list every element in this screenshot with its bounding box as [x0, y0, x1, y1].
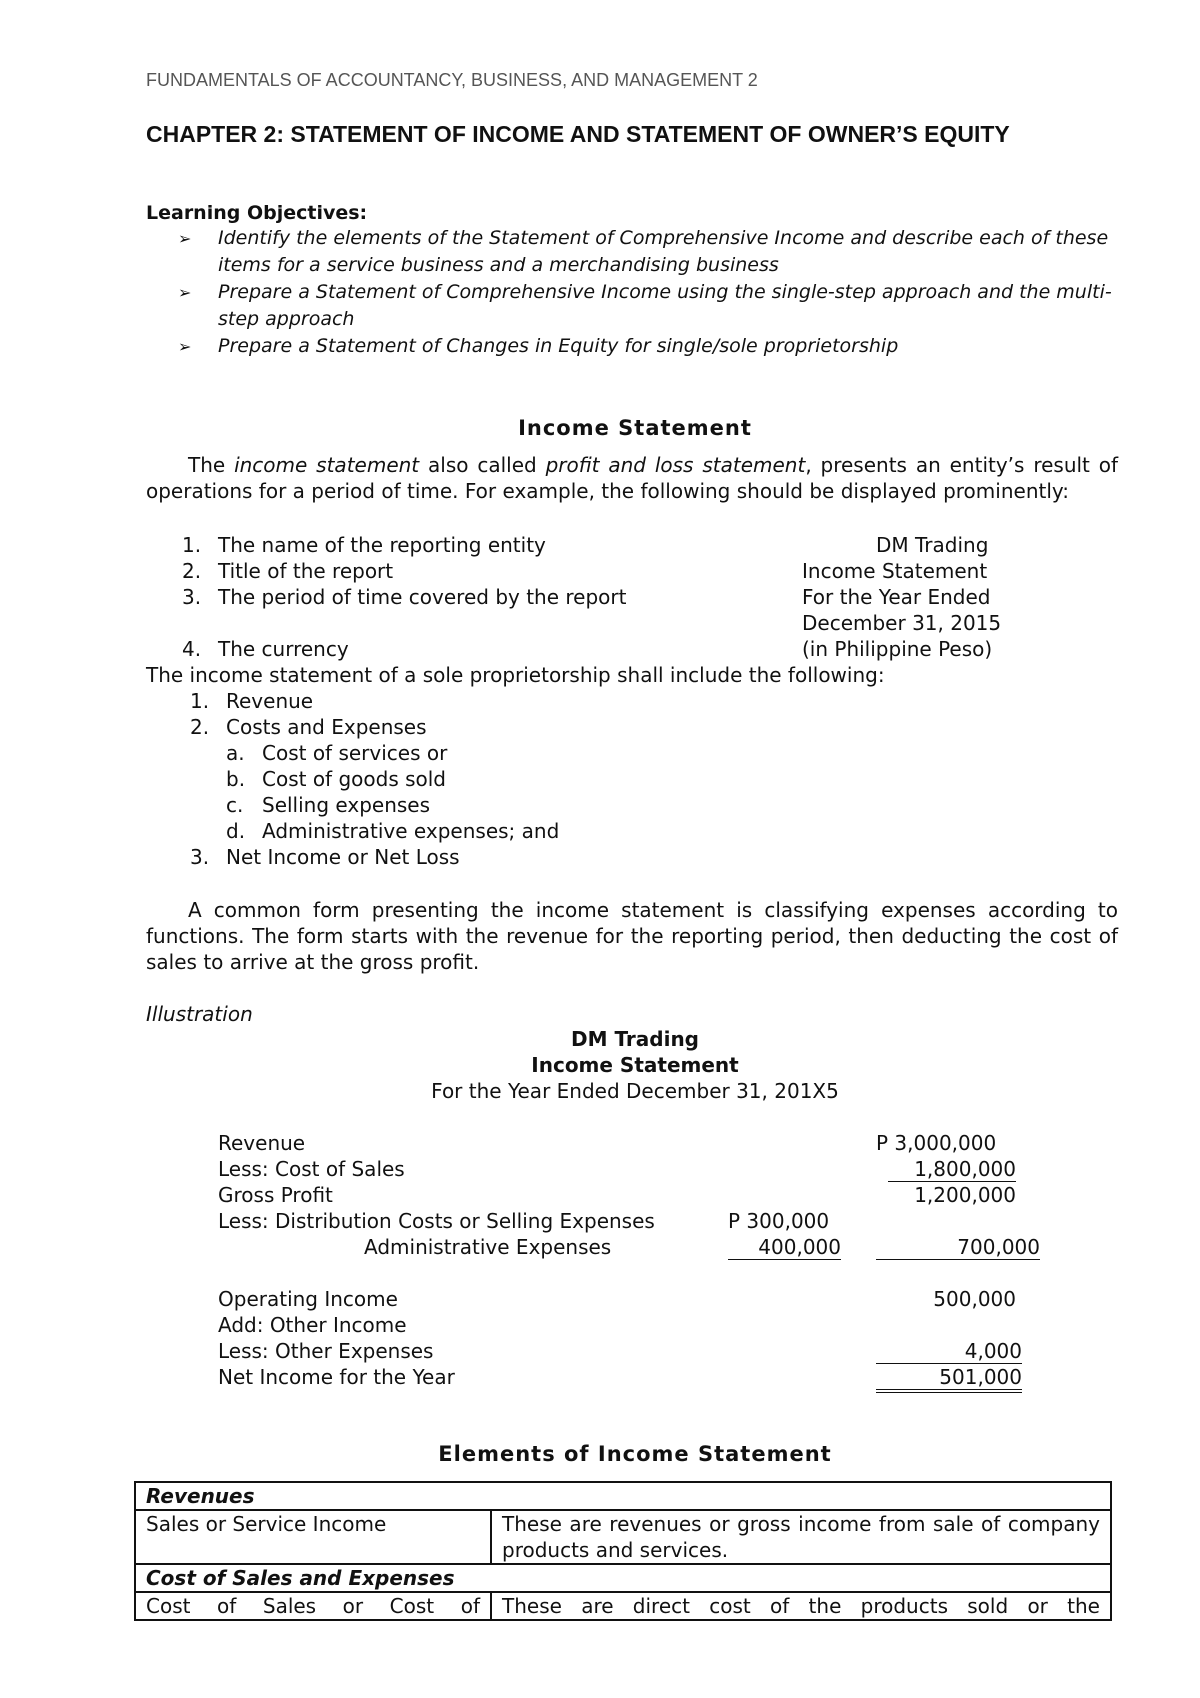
list-number: 3. [190, 845, 210, 869]
income-statement-intro: The income statement also called profit and loss statement, presents an entity’s result of operations for a period of time. For example, the following should be displayed prominently: [146, 453, 1119, 503]
list-item-example: (in Philippine Peso) [802, 637, 993, 661]
illustration-company: DM Trading [571, 1027, 699, 1051]
arrow-bullet-icon: ➢ [178, 283, 192, 302]
list-number: 1. [190, 689, 210, 713]
table-row [135, 1510, 1111, 1564]
row-total-operating-income: 500,000 [933, 1287, 1016, 1311]
row-total-net-income: 501,000 [876, 1365, 1022, 1393]
objective-text: Prepare a Statement of Comprehensive Income using the single-step approach and the multi-step approach [218, 281, 1112, 330]
row-sub-distribution: P 300,000 [728, 1209, 830, 1233]
list-number: 4. [182, 637, 202, 661]
learning-objectives-title: Learning Objectives: [146, 202, 368, 224]
list-item-label: Cost of goods sold [262, 767, 447, 791]
chapter-title: CHAPTER 2: STATEMENT OF INCOME AND STATEMENT OF OWNER’S EQUITY [146, 121, 1010, 147]
list-letter: b. [226, 767, 246, 791]
list-item-label: Cost of services or [262, 741, 448, 765]
row-label-net-income: Net Income for the Year [218, 1365, 455, 1389]
objective-text: Identify the elements of the Statement of Comprehensive Income and describe each of these items for a service business and a merchandising business [218, 227, 1109, 276]
row-total-revenue: P 3,000,000 [876, 1131, 997, 1155]
elements-table [134, 1481, 1112, 1621]
list-item-label: The period of time covered by the report [218, 585, 627, 609]
illustration-period: For the Year Ended December 31, 201X5 [431, 1079, 839, 1103]
list-letter: c. [226, 793, 244, 817]
list-item-label: Revenue [226, 689, 314, 713]
row-total-cost-of-sales: 1,800,000 [888, 1157, 1016, 1182]
row-label-distribution: Less: Distribution Costs or Selling Expenses [218, 1209, 655, 1233]
element-term: Cost of Sales or Cost of [135, 1592, 491, 1620]
list-item-example: Income Statement [802, 559, 988, 583]
row-label-other-income: Add: Other Income [218, 1313, 407, 1337]
arrow-bullet-icon: ➢ [178, 229, 192, 248]
list-item-label: Administrative expenses; and [262, 819, 560, 843]
row-label-operating-income: Operating Income [218, 1287, 398, 1311]
common-form-paragraph: A common form presenting the income statement is classifying expenses according to functions. The form starts with the revenue for the reporting period, then deducting the cost of sales to arrive at the gross profit. [146, 898, 1118, 974]
row-total-gross-profit: 1,200,000 [914, 1183, 1016, 1207]
list-number: 2. [190, 715, 210, 739]
list-item-label: Net Income or Net Loss [226, 845, 460, 869]
list-number: 3. [182, 585, 202, 609]
row-sub-administrative: 400,000 [728, 1235, 841, 1260]
table-row [135, 1482, 1111, 1510]
list-number: 2. [182, 559, 202, 583]
list-item-label: The name of the reporting entity [218, 533, 546, 557]
row-label-administrative: Administrative Expenses [364, 1235, 612, 1259]
row-label-revenue: Revenue [218, 1131, 306, 1155]
arrow-bullet-icon: ➢ [178, 337, 192, 356]
running-header: FUNDAMENTALS OF ACCOUNTANCY, BUSINESS, AND MANAGEMENT 2 [146, 70, 758, 90]
element-term: Sales or Service Income [135, 1510, 491, 1564]
category-cost-of-sales-and-expenses: Cost of Sales and Expenses [135, 1564, 1111, 1592]
illustration-label: Illustration [146, 1002, 253, 1026]
illustration-report-title: Income Statement [531, 1053, 739, 1077]
term-profit-and-loss: profit and loss statement [545, 453, 806, 477]
row-label-cost-of-sales: Less: Cost of Sales [218, 1157, 405, 1181]
objective-item [178, 333, 1128, 360]
objective-item [178, 279, 1128, 333]
list-letter: a. [226, 741, 245, 765]
list-item-example: For the Year Ended [802, 585, 991, 609]
section-title-income-statement: Income Statement [518, 416, 752, 440]
row-total-other-expenses: 4,000 [876, 1339, 1022, 1364]
row-label-other-expenses: Less: Other Expenses [218, 1339, 434, 1363]
objective-text: Prepare a Statement of Changes in Equity for single/sole proprietorship [218, 335, 899, 357]
list-item-label: Title of the report [218, 559, 394, 583]
include-intro: The income statement of a sole proprietorship shall include the following: [146, 663, 885, 687]
element-description: These are revenues or gross income from sale of company products and services. [491, 1510, 1111, 1564]
element-description: These are direct cost of the products sold or the [491, 1592, 1111, 1620]
list-item-label: Costs and Expenses [226, 715, 427, 739]
list-item-label: The currency [218, 637, 349, 661]
list-number: 1. [182, 533, 202, 557]
term-income-statement: income statement [234, 453, 420, 477]
table-row [135, 1564, 1111, 1592]
table-row [135, 1592, 1111, 1620]
list-item-example: DM Trading [876, 533, 989, 557]
row-total-administrative: 700,000 [876, 1235, 1040, 1260]
list-letter: d. [226, 819, 246, 843]
row-label-gross-profit: Gross Profit [218, 1183, 333, 1207]
list-item-example-line2: December 31, 2015 [802, 611, 1002, 635]
objective-item [178, 225, 1128, 279]
list-item-label: Selling expenses [262, 793, 431, 817]
section-title-elements: Elements of Income Statement [438, 1442, 832, 1466]
category-revenues: Revenues [135, 1482, 1111, 1510]
